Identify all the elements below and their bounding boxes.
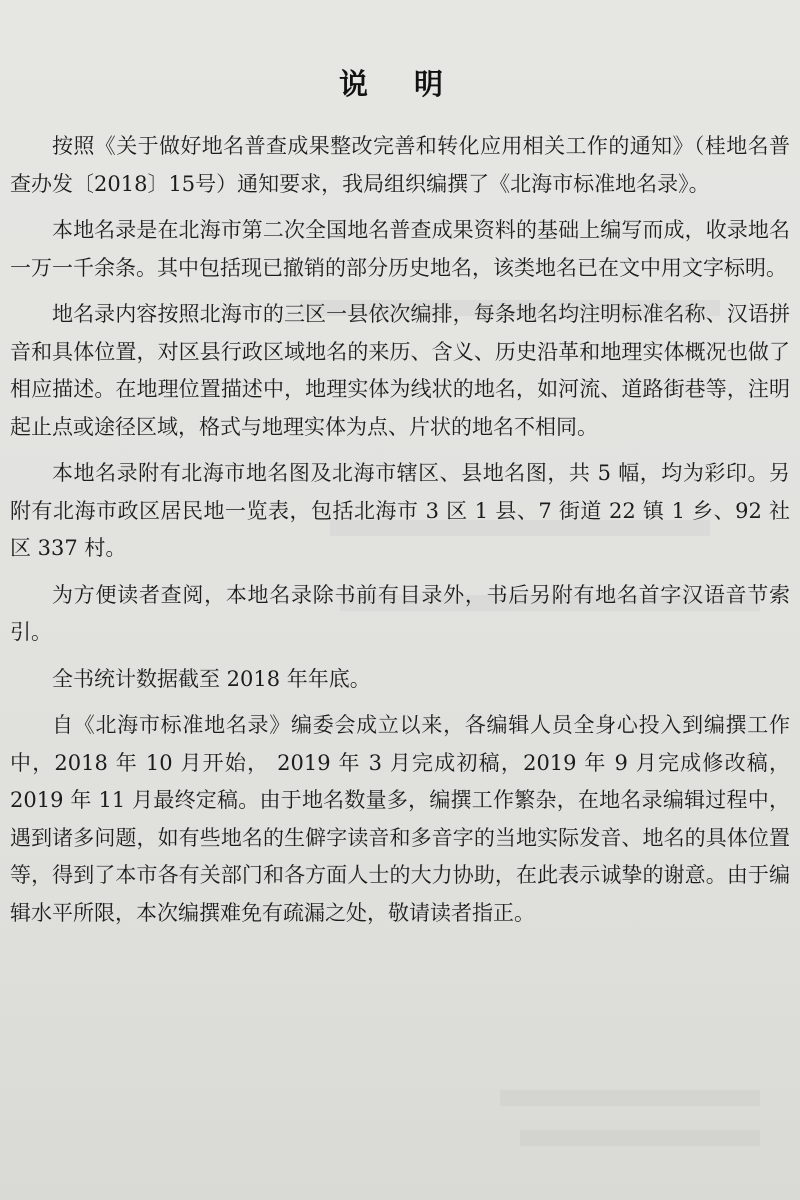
bleed-through-texture <box>500 1090 760 1106</box>
paragraph: 本地名录附有北海市地名图及北海市辖区、县地名图，共 5 幅，均为彩印。另附有北海市政区居民地一览表，包括北海市 3 区 1 县、7 街道 22 镇 1 乡、92 社区 337 村。 <box>10 461 790 560</box>
paragraph: 按照《关于做好地名普查成果整改完善和转化应用相关工作的通知》（桂地名普查办发〔2018〕15号）通知要求，我局组织编撰了《北海市标准地名录》。 <box>10 134 790 196</box>
body-text <box>10 128 790 941</box>
paragraph: 本地名录是在北海市第二次全国地名普查成果资料的基础上编写而成，收录地名一万一千余条。其中包括现已撤销的部分历史地名，该类地名已在文中用文字标明。 <box>10 218 790 280</box>
paragraph: 全书统计数据截至 2018 年年底。 <box>52 666 371 691</box>
paragraph: 自《北海市标准地名录》编委会成立以来，各编辑人员全身心投入到编撰工作中，2018 年 10 月开始， 2019 年 3 月完成初稿，2019 年 9 月完成修改稿，2019 年 11 月最终定稿。由于地名数量多，编撰工作繁杂，在地名录编辑过程中，遇到诸多问题，如有些地名的生僻字读音和多音字的当地实际发音、地名的具体位置等，得到了本市各有关部门和各方面人士的大力协助，在此表示诚挚的谢意。由于编辑水平所限，本次编撰难免有疏漏之处，敬请读者指正。 <box>10 713 790 925</box>
paragraph: 为方便读者查阅，本地名录除书前有目录外，书后另附有地名首字汉语音节索引。 <box>10 582 790 644</box>
bleed-through-texture <box>520 1130 760 1146</box>
paragraph: 地名录内容按照北海市的三区一县依次编排，每条地名均注明标准名称、汉语拼音和具体位置，对区县行政区域地名的来历、含义、历史沿革和地理实体概况也做了相应描述。在地理位置描述中，地理实体为线状的地名，如河流、道路街巷等，注明起止点或途径区域，格式与地理实体为点、片状的地名不相同。 <box>10 302 790 439</box>
page-title: 说 明 <box>338 67 462 101</box>
